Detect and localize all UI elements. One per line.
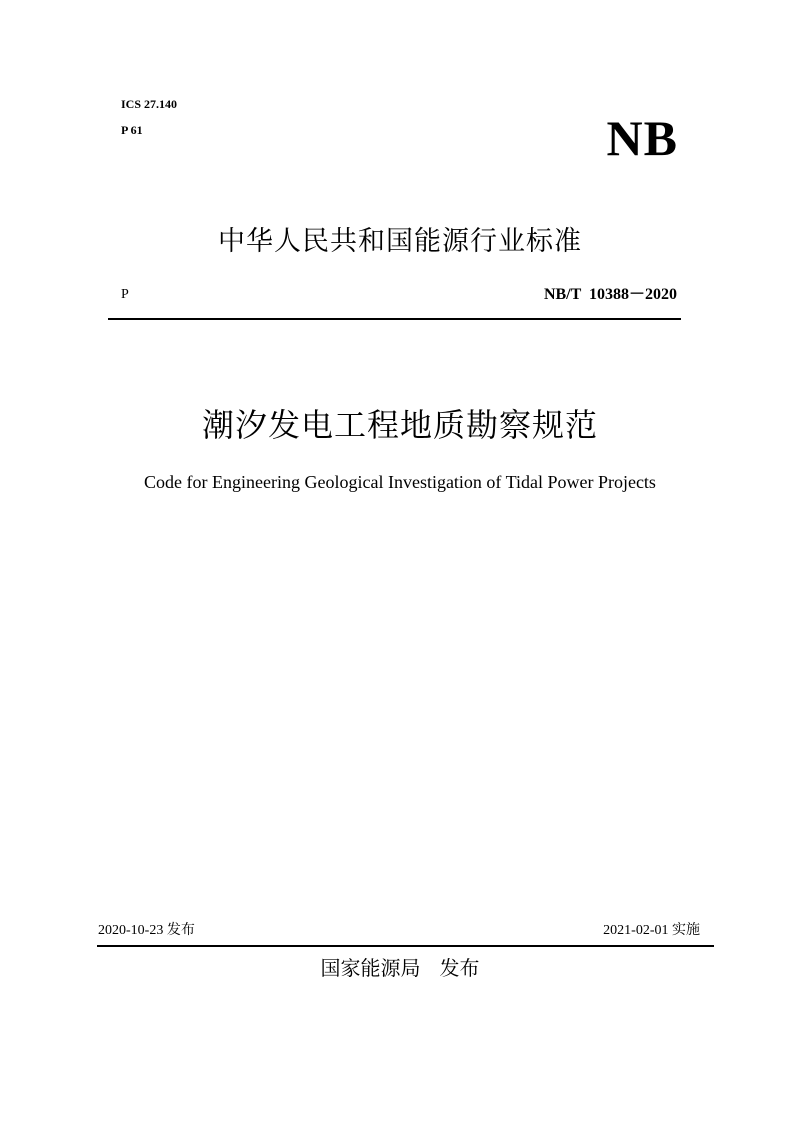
publisher-name: 国家能源局 xyxy=(320,956,421,980)
publisher-action: 发布 xyxy=(439,956,480,980)
issue-date-line xyxy=(98,920,195,941)
top-divider xyxy=(108,318,681,320)
nb-logo: NB xyxy=(606,110,678,166)
standard-number: NB/T 10388－2020 xyxy=(543,286,677,303)
classification-letter: P xyxy=(121,287,129,302)
implementation-label: 实施 xyxy=(672,922,700,938)
classification-code: P 61 xyxy=(121,123,143,137)
document-title-en: Code for Engineering Geological Investigation of Tidal Power Projects xyxy=(144,472,656,492)
implementation-date: 2021-02-01 xyxy=(603,923,669,938)
publisher-line xyxy=(0,954,800,982)
issue-label: 发布 xyxy=(166,922,195,938)
issue-date: 2020-10-23 xyxy=(98,923,164,938)
document-title-zh: 潮汐发电工程地质勘察规范 xyxy=(201,406,598,444)
ics-code: ICS 27.140 xyxy=(121,97,178,111)
implementation-date-line xyxy=(603,920,700,941)
bottom-divider xyxy=(97,945,714,947)
organization-title: 中华人民共和国能源行业标准 xyxy=(218,226,582,257)
